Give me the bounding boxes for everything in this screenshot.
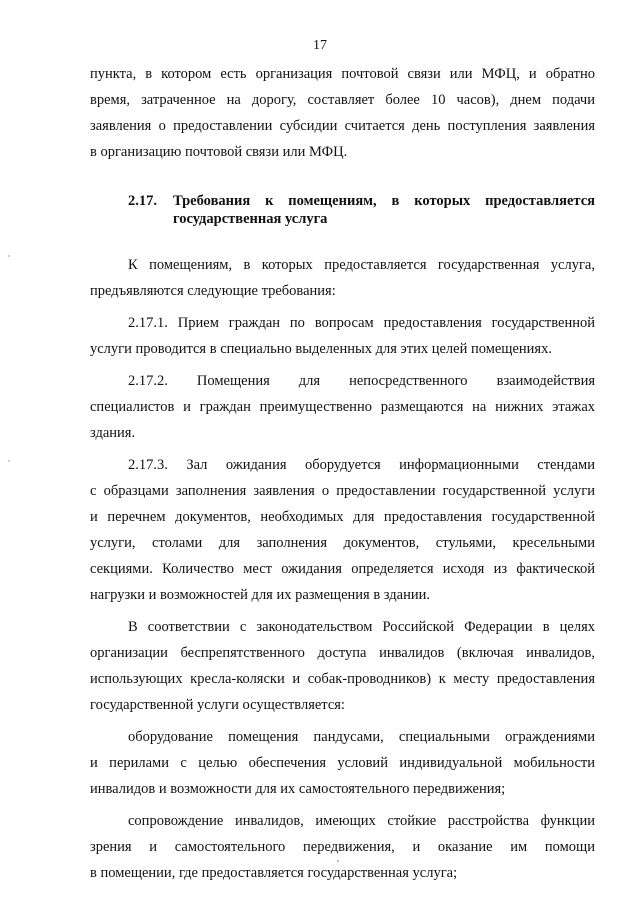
text-line: здания. bbox=[90, 425, 136, 441]
text-line: предъявляются следующие требования: bbox=[90, 283, 336, 299]
text-line: пункта, в котором есть организация почтовой связи или МФЦ, и обратно bbox=[90, 66, 595, 82]
section-number: 2.17. bbox=[128, 193, 157, 209]
text-line: 2.17.2. Помещения для непосредственного взаимодействия bbox=[128, 373, 595, 389]
text-line: услуги, столами для заполнения документов, стульями, кресельными bbox=[90, 535, 595, 551]
text-line: специалистов и граждан преимущественно размещаются на нижних этажах bbox=[90, 399, 595, 415]
text-line: зрения и самостоятельного передвижения, и оказание им помощи bbox=[90, 839, 595, 855]
text-line: сопровождение инвалидов, имеющих стойкие расстройства функции bbox=[128, 813, 595, 829]
paragraph-2-17-1 bbox=[90, 310, 595, 362]
text-line: нагрузки и возможностей для их размещения в здании. bbox=[90, 587, 430, 603]
text-line: секциями. Количество мест ожидания определяется исходя из фактической bbox=[90, 561, 595, 577]
text-line: К помещениям, в которых предоставляется государственная услуга, bbox=[128, 257, 595, 273]
text-line: в помещении, где предоставляется государственная услуга; bbox=[90, 865, 458, 881]
text-line: заявления о предоставлении субсидии считается день поступления заявления bbox=[90, 118, 595, 134]
paragraph-intro bbox=[90, 252, 595, 304]
section-title bbox=[173, 192, 595, 228]
text-line: В соответствии с законодательством Российской Федерации в целях bbox=[128, 619, 595, 635]
paragraph-continuation bbox=[90, 61, 595, 165]
list-item-ramps bbox=[90, 724, 595, 802]
section-title-line: Требования к помещениям, в которых предоставляется bbox=[173, 193, 595, 209]
scan-speck bbox=[8, 460, 10, 462]
text-line: инвалидов и возможности для их самостоятельного передвижения; bbox=[90, 781, 506, 797]
paragraph-accessibility bbox=[90, 614, 595, 718]
document-body bbox=[90, 61, 595, 892]
text-line: услуги проводится в специально выделенных для этих целей помещениях. bbox=[90, 341, 552, 357]
section-heading bbox=[90, 192, 595, 228]
paragraph-2-17-2 bbox=[90, 368, 595, 446]
paragraph-2-17-3 bbox=[90, 452, 595, 608]
text-line: государственной услуги осуществляется: bbox=[90, 697, 345, 713]
text-line: 2.17.3. Зал ожидания оборудуется информационными стендами bbox=[128, 457, 595, 473]
text-line: и перилами с целью обеспечения условий индивидуальной мобильности bbox=[90, 755, 595, 771]
text-line: оборудование помещения пандусами, специальными ограждениями bbox=[128, 729, 595, 745]
text-line: с образцами заполнения заявления о предоставлении государственной услуги bbox=[90, 483, 595, 499]
section-title-line: государственная услуга bbox=[173, 211, 328, 227]
scan-speck bbox=[337, 860, 339, 862]
list-item-escort bbox=[90, 808, 595, 886]
text-line: использующих кресла-коляски и собак-проводников) к месту предоставления bbox=[90, 671, 595, 687]
text-line: в организацию почтовой связи или МФЦ. bbox=[90, 144, 348, 160]
scan-speck bbox=[8, 255, 10, 257]
text-line: 2.17.1. Прием граждан по вопросам предоставления государственной bbox=[128, 315, 595, 331]
text-line: время, затраченное на дорогу, составляет более 10 часов), днем подачи bbox=[90, 92, 595, 108]
text-line: и перечнем документов, необходимых для предоставления государственной bbox=[90, 509, 595, 525]
page-number: 17 bbox=[313, 38, 327, 53]
text-line: организации беспрепятственного доступа инвалидов (включая инвалидов, bbox=[90, 645, 595, 661]
